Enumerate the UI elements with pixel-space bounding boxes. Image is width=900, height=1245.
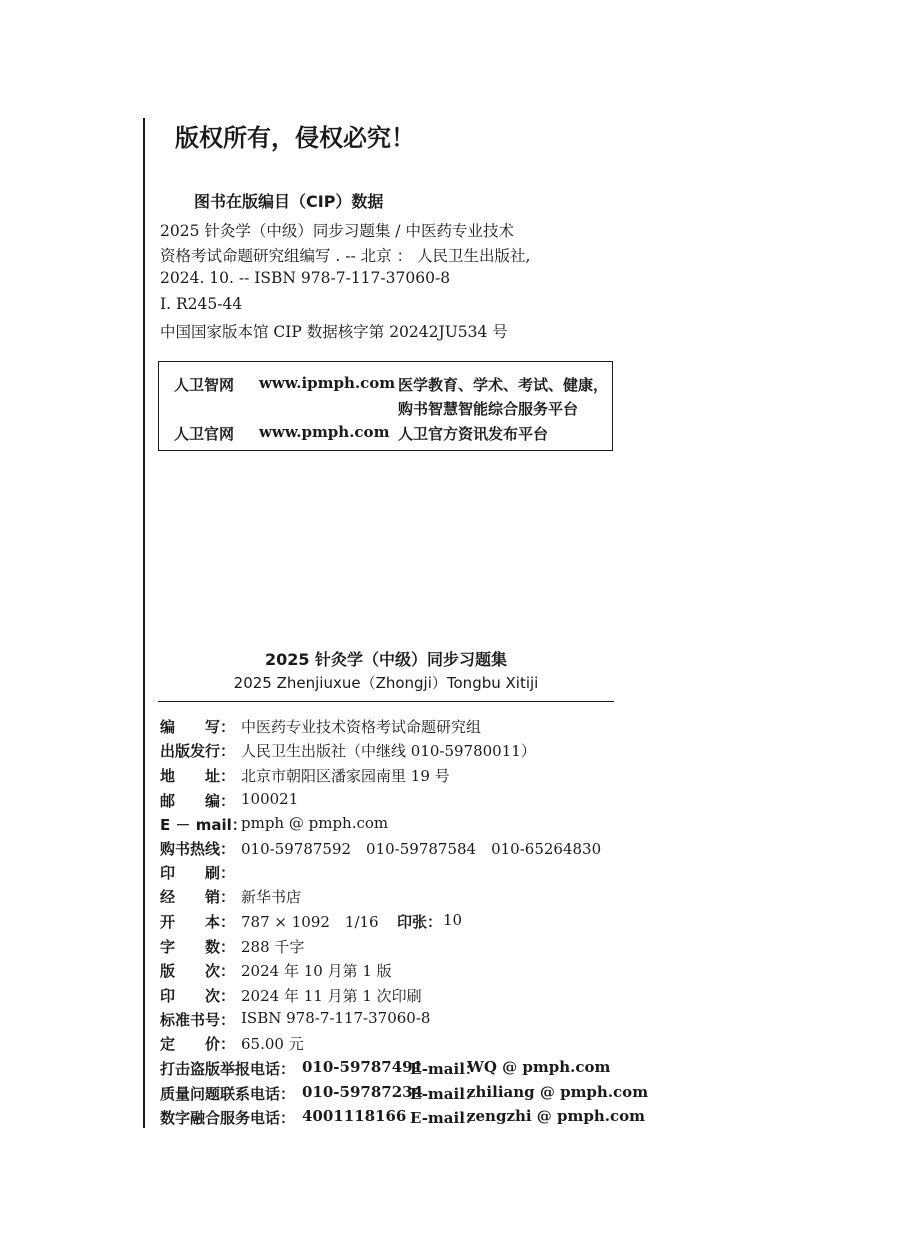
info-value: 人民卫生出版社（中继线 010-59780011） — [241, 742, 536, 760]
info-value: ISBN 978-7-117-37060-8 — [241, 1009, 431, 1027]
info-value: 010-59787592 010-59787584 010-65264830 — [241, 840, 602, 858]
info-label: 购书热线： — [160, 840, 236, 858]
info-label: 地 址： — [160, 767, 236, 785]
info-label: E － mail： — [160, 816, 247, 834]
left-margin-rule — [143, 118, 145, 1128]
info-value: pmph @ pmph.com — [241, 814, 389, 832]
info-label: 邮 编： — [160, 792, 236, 810]
book-title: 2025 针灸学（中级）同步习题集 — [264, 650, 508, 669]
website-description: 医学教育、学术、考试、健康， — [398, 376, 609, 394]
cip-line: 资格考试命题研究组编写 . -- 北京 ： 人民卫生出版社, — [160, 247, 531, 265]
website-name: 人卫智网 — [174, 376, 235, 394]
info-label: 版 次： — [160, 962, 236, 980]
contact-phone: 4001118166 — [302, 1107, 407, 1125]
info-label: 开 本： — [160, 913, 236, 931]
website-description: 购书智慧智能综合服务平台 — [398, 400, 579, 418]
cip-line: 2024. 10. -- ISBN 978-7-117-37060-8 — [160, 269, 451, 287]
info-value: 2024 年 10 月第 1 版 — [241, 962, 392, 980]
website-url[interactable]: www.ipmph.com — [259, 374, 396, 392]
contact-label: 打击盗版举报电话： — [160, 1060, 296, 1078]
info-value: 2024 年 11 月第 1 次印刷 — [241, 987, 422, 1005]
website-url[interactable]: www.pmph.com — [259, 423, 390, 441]
websites-box — [158, 361, 613, 451]
info-label: 出版发行： — [160, 742, 236, 760]
info-value: 中医药专业技术资格考试命题研究组 — [241, 718, 482, 736]
info-value: 288 千字 — [241, 938, 305, 956]
info-label: 印张： — [397, 913, 443, 931]
contact-email-label: E-mail： — [410, 1060, 480, 1078]
info-value: 北京市朝阳区潘家园南里 19 号 — [241, 767, 450, 785]
contact-label: 数字融合服务电话： — [160, 1109, 296, 1127]
website-name: 人卫官网 — [174, 425, 235, 443]
info-value: 787 × 1092 1/16 — [241, 913, 379, 931]
info-label: 定 价： — [160, 1035, 236, 1053]
divider — [158, 701, 614, 702]
website-description: 人卫官方资讯发布平台 — [398, 425, 549, 443]
cip-line: 中国国家版本馆 CIP 数据核字第 20242JU534 号 — [160, 323, 508, 341]
cip-heading: 图书在版编目（CIP）数据 — [194, 192, 384, 211]
info-label: 编 写： — [160, 718, 236, 736]
contact-email: zhiliang @ pmph.com — [467, 1083, 649, 1101]
info-label: 印 次： — [160, 987, 236, 1005]
book-pinyin-title: 2025 Zhenjiuxue（Zhongji）Tongbu Xitiji — [233, 674, 539, 692]
cip-line: I. R245-44 — [160, 295, 243, 313]
info-value: 10 — [443, 911, 463, 929]
info-value: 100021 — [241, 790, 299, 808]
contact-phone: 010-59787491 — [302, 1058, 424, 1076]
contact-label: 质量问题联系电话： — [160, 1085, 296, 1103]
info-value: 新华书店 — [241, 888, 302, 906]
contact-email-label: E-mail： — [410, 1109, 480, 1127]
cip-line: 2025 针灸学（中级）同步习题集 / 中医药专业技术 — [160, 222, 514, 240]
contact-email-label: E-mail： — [410, 1085, 480, 1103]
contact-email: WQ @ pmph.com — [467, 1058, 611, 1076]
info-label: 标准书号： — [160, 1011, 236, 1029]
info-label: 字 数： — [160, 938, 236, 956]
copyright-notice: 版权所有，侵权必究！ — [175, 124, 415, 152]
contact-phone: 010-59787234 — [302, 1083, 424, 1101]
info-label: 印 刷： — [160, 864, 236, 882]
info-value: 65.00 元 — [241, 1035, 304, 1053]
contact-email: zengzhi @ pmph.com — [467, 1107, 646, 1125]
info-label: 经 销： — [160, 888, 236, 906]
